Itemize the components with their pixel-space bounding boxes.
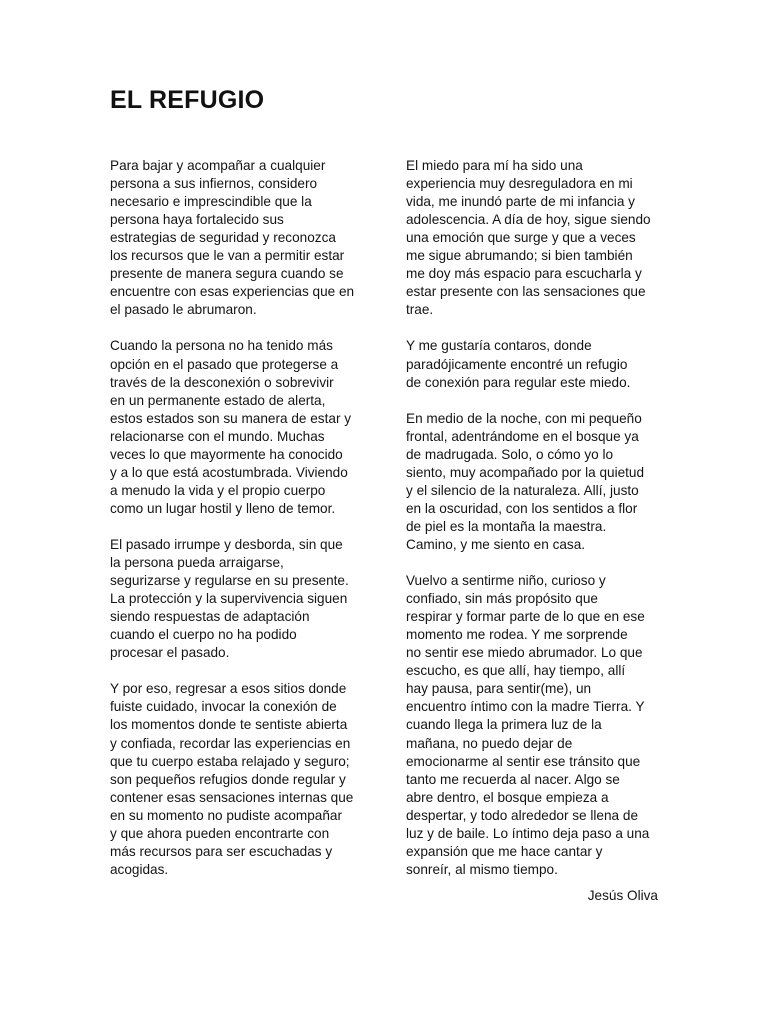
text-line: en la oscuridad, con los sentidos a flor [406, 500, 638, 516]
paragraph [406, 337, 668, 391]
text-line: y confiada, recordar las experiencias en [110, 735, 351, 751]
text-line: encuentre con esas experiencias que en [110, 284, 355, 300]
text-line: fuiste cuidado, invocar la conexión de [110, 699, 337, 715]
text-line: segurizarse y regularse en su presente. [110, 573, 349, 589]
paragraph [110, 337, 380, 517]
text-line: en un permanente estado de alerta, [110, 392, 326, 408]
text-line: Y por eso, regresar a esos sitios donde [110, 681, 347, 697]
text-line: estos estados son su manera de estar y [110, 410, 352, 426]
text-line: como un lugar hostil y lleno de temor. [110, 500, 336, 516]
text-line: siendo respuestas de adaptación [110, 609, 310, 625]
text-line: despertar, y todo alrededor se llena de [406, 807, 639, 823]
text-line: una emoción que surge y que a veces [406, 230, 636, 246]
text-line: momento me rodea. Y me sorprende [406, 627, 628, 643]
text-line: cuando llega la primera luz de la [406, 717, 602, 733]
text-line: confiado, sin más propósito que [406, 591, 598, 607]
text-line: trae. [406, 302, 434, 318]
text-line: a menudo la vida y el propio cuerpo [110, 482, 326, 498]
text-line: través de la desconexión o sobrevivir [110, 374, 334, 390]
text-line: acogidas. [110, 861, 169, 877]
text-line: los recursos que le van a permitir estar [110, 248, 345, 264]
paragraph [110, 157, 380, 319]
text-line: adolescencia. A día de hoy, sigue siendo [406, 212, 651, 228]
text-line: veces lo que mayormente ha conocido [110, 446, 343, 462]
text-line: frontal, adentrándome en el bosque ya [406, 428, 639, 444]
text-line: de piel es la montaña la maestra. [406, 518, 607, 534]
text-line: El miedo para mí ha sido una [406, 158, 583, 173]
text-line: Para bajar y acompañar a cualquier [110, 158, 326, 173]
text-line: vida, me inundó parte de mi infancia y [406, 194, 635, 210]
text-line: Vuelvo a sentirme niño, curioso y [406, 573, 606, 589]
text-line: relacionarse con el mundo. Muchas [110, 428, 325, 444]
text-line: En medio de la noche, con mi pequeño [406, 410, 642, 426]
text-line: Cuando la persona no ha tenido más [110, 338, 333, 354]
text-line: de madrugada. Solo, o cómo yo lo [406, 446, 614, 462]
text-line: expansión que me hace cantar y [406, 843, 603, 859]
text-line: persona a sus infiernos, considero [110, 176, 318, 192]
text-line: y a lo que está acostumbrada. Viviendo [110, 464, 348, 480]
paragraph [110, 536, 380, 662]
text-line: abre dentro, el bosque empieza a [406, 789, 609, 805]
text-line: son pequeños refugios donde regular y [110, 771, 346, 787]
text-line: la persona pueda arraigarse, [110, 555, 284, 571]
text-line: de conexión para regular este miedo. [406, 374, 631, 390]
text-line: procesar el pasado. [110, 645, 230, 661]
text-line: y que ahora pueden encontrarte con [110, 825, 330, 841]
author-signature: Jesús Oliva [587, 888, 658, 903]
text-line: no sentir ese miedo abrumador. Lo que [406, 645, 643, 661]
text-line: respirar y formar parte de lo que en ese [406, 609, 645, 625]
text-line: en su momento no pudiste acompañar [110, 807, 342, 823]
text-line: luz y de baile. Lo íntimo deja paso a una [406, 825, 650, 841]
text-line: paradójicamente encontré un refugio [406, 356, 628, 372]
text-line: emocionarme al sentir ese tránsito que [406, 753, 641, 769]
text-line: sonreír, al mismo tiempo. [406, 861, 558, 877]
text-line: mañana, no puedo dejar de [406, 735, 573, 751]
text-line: La protección y la supervivencia siguen [110, 591, 348, 607]
text-line: Y me gustaría contaros, donde [406, 338, 592, 354]
paragraph [406, 572, 668, 879]
text-line: estar presente con las sensaciones que [406, 284, 646, 300]
text-line: El pasado irrumpe y desborda, sin que [110, 536, 343, 552]
text-line: necesario e imprescindible que la [110, 194, 312, 210]
text-line: encuentro íntimo con la madre Tierra. Y [406, 699, 645, 715]
text-line: que tu cuerpo estaba relajado y seguro; [110, 753, 350, 769]
text-line: opción en el pasado que protegerse a [110, 356, 339, 372]
text-line: siento, muy acompañado por la quietud [406, 464, 645, 480]
text-line: persona haya fortalecido sus [110, 212, 284, 228]
text-line: Camino, y me siento en casa. [406, 536, 586, 552]
right-text-column [406, 157, 668, 897]
text-line: experiencia muy desreguladora en mi [406, 176, 633, 192]
paragraph [110, 680, 380, 879]
text-line: los momentos donde te sentiste abierta [110, 717, 348, 733]
text-line: me sigue abrumando; si bien también [406, 248, 633, 264]
text-line: más recursos para ser escuchadas y [110, 843, 333, 859]
text-line: cuando el cuerpo no ha podido [110, 627, 297, 643]
text-line: escucho, es que allí, hay tiempo, allí [406, 663, 626, 679]
text-line: presente de manera segura cuando se [110, 266, 344, 282]
document-title: EL REFUGIO [110, 86, 265, 114]
text-line: hay pausa, para sentir(me), un [406, 681, 592, 697]
text-line: el pasado le abrumaron. [110, 302, 257, 318]
text-line: contener esas sensaciones internas que [110, 789, 354, 805]
text-line: y el silencio de la naturaleza. Allí, justo [406, 482, 639, 498]
text-line: me doy más espacio para escucharla y [406, 266, 642, 282]
paragraph [406, 410, 668, 554]
text-line: tanto me recuerda al nacer. Algo se [406, 771, 620, 787]
left-text-column [110, 157, 380, 897]
paragraph [406, 157, 668, 319]
text-line: estrategias de seguridad y reconozca [110, 230, 336, 246]
